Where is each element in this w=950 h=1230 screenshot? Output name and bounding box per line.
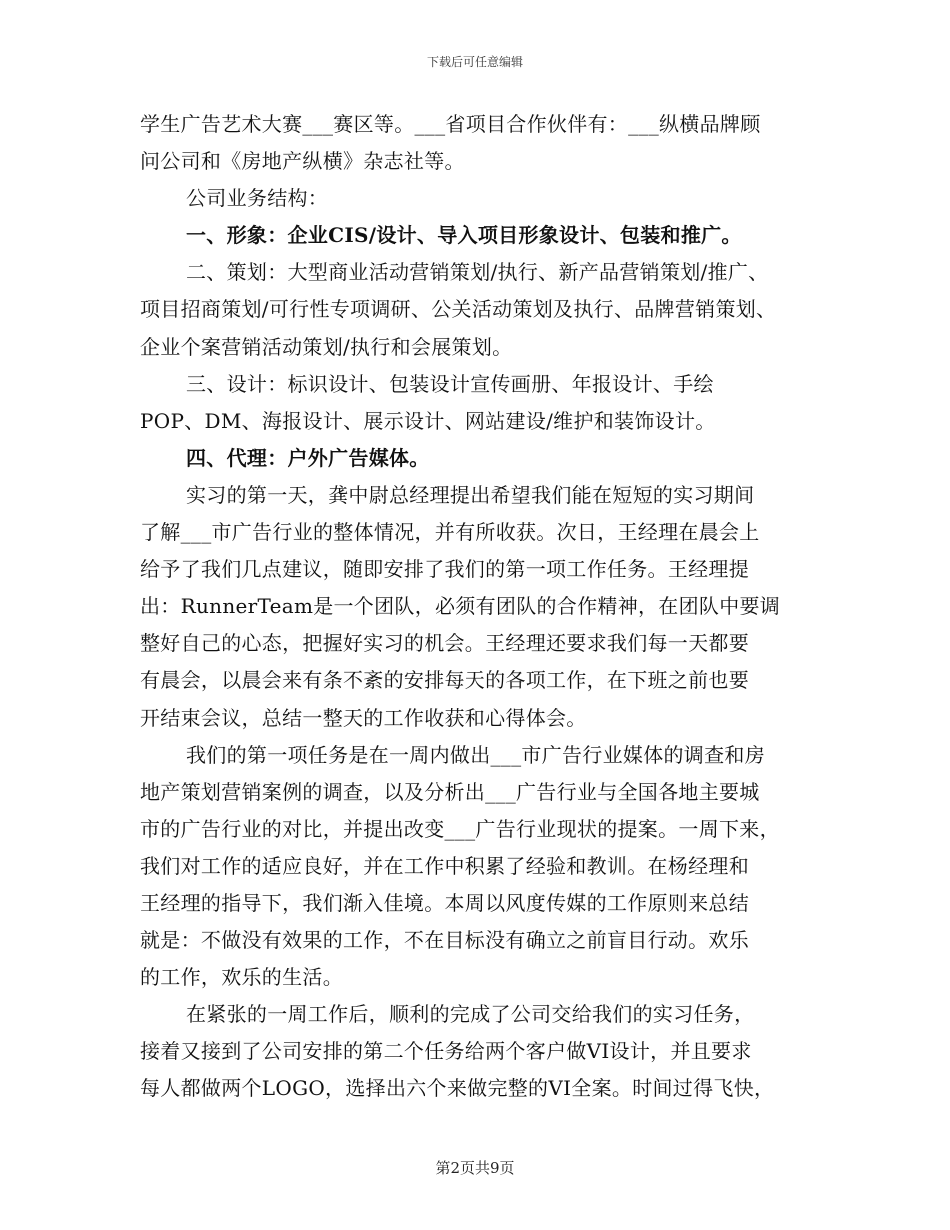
text-line: 企业个案营销活动策划/执行和会展策划。 <box>140 334 513 359</box>
text-line: 二、策划：大型商业活动营销策划/执行、新产品营销策划/推广、 <box>186 260 769 285</box>
section-heading-image: 一、形象：企业CIS/设计、导入项目形象设计、包装和推广。 <box>186 223 742 248</box>
text-line: 地产策划营销案例的调查，以及分析出___广告行业与全国各地主要城 <box>140 779 760 804</box>
document-body <box>140 106 830 1108</box>
text-line: 整好自己的心态，把握好实习的机会。王经理还要求我们每一天都要 <box>140 631 749 656</box>
text-line: 有晨会，以晨会来有条不紊的安排每天的各项工作，在下班之前也要 <box>140 668 749 693</box>
text-line: 公司业务结构： <box>186 186 329 211</box>
text-line: 项目招商策划/可行性专项调研、公关活动策划及执行、品牌营销策划、 <box>140 297 777 322</box>
text-line: 问公司和《房地产纵横》杂志社等。 <box>140 149 465 174</box>
text-line: 实习的第一天，龚中尉总经理提出希望我们能在短短的实习期间 <box>186 482 755 507</box>
text-line: 市的广告行业的对比，并提出改变___广告行业现状的提案。一周下来， <box>140 816 780 841</box>
text-line: 我们的第一项任务是在一周内做出___市广告行业媒体的调查和房 <box>186 742 765 767</box>
text-line: 给予了我们几点建议，随即安排了我们的第一项工作任务。王经理提 <box>140 557 749 582</box>
text-line: 学生广告艺术大赛___赛区等。___省项目合作伙伴有：___纵横品牌顾 <box>140 112 761 136</box>
text-line: 开结束会议，总结一整天的工作收获和心得体会。 <box>140 705 587 730</box>
text-line: 就是：不做没有效果的工作，不在目标没有确立之前盲目行动。欢乐 <box>140 928 749 953</box>
section-heading-agency: 四、代理：户外广告媒体。 <box>186 445 430 470</box>
text-line: 出：RunnerTeam是一个团队，必须有团队的合作精神，在团队中要调 <box>140 594 781 619</box>
text-line: 王经理的指导下，我们渐入佳境。本周以风度传媒的工作原则来总结 <box>140 890 749 915</box>
text-line: 三、设计：标识设计、包装设计宣传画册、年报设计、手绘 <box>186 371 714 396</box>
text-line: 每人都做两个LOGO，选择出六个来做完整的VI全案。时间过得飞快， <box>140 1076 775 1101</box>
page-header: 下载后可任意编辑 <box>426 55 523 69</box>
text-line: 我们对工作的适应良好，并在工作中积累了经验和教训。在杨经理和 <box>140 853 749 878</box>
text-line: POP、DM、海报设计、展示设计、网站建设/维护和装饰设计。 <box>140 408 716 433</box>
text-line: 了解___市广告行业的整体情况，并有所收获。次日，王经理在晨会上 <box>140 520 760 545</box>
text-line: 接着又接到了公司安排的第二个任务给两个客户做VI设计，并且要求 <box>140 1039 752 1064</box>
text-line: 的工作，欢乐的生活。 <box>140 965 343 990</box>
text-line: 在紧张的一周工作后，顺利的完成了公司交给我们的实习任务， <box>186 1002 755 1027</box>
page-footer: 第2页共9页 <box>435 1159 515 1177</box>
